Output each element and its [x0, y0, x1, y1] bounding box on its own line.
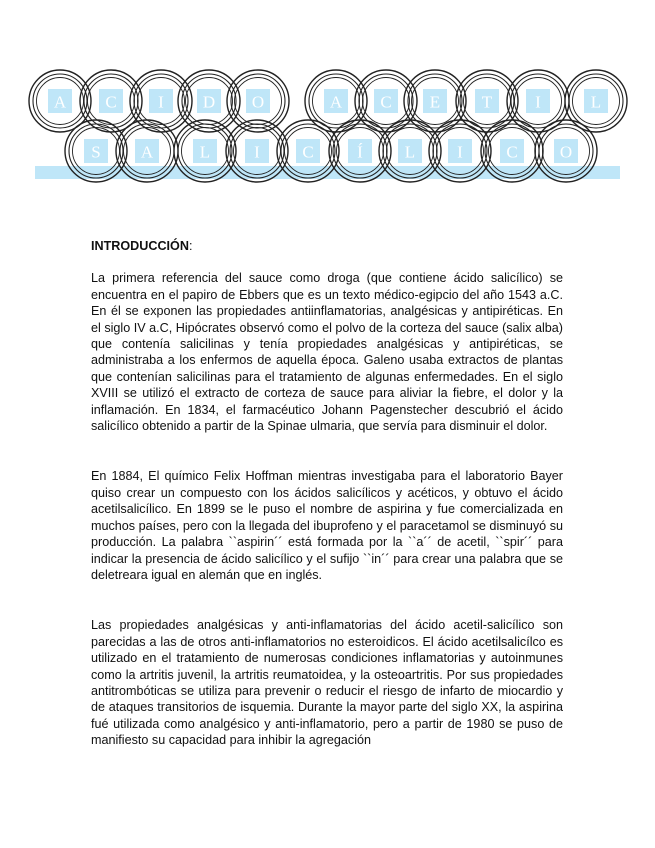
title-letter-bubble: [507, 70, 569, 132]
title-row-1: [29, 70, 627, 132]
section-heading: [91, 238, 563, 254]
bubble-letter: C: [506, 142, 518, 162]
bubble-letter: D: [202, 92, 216, 112]
bubble-letter: I: [457, 142, 463, 162]
bubble-letter: A: [329, 92, 343, 112]
bubble-letter: L: [404, 142, 416, 162]
bubble-letter: O: [251, 92, 265, 112]
bubble-letter: L: [590, 92, 602, 112]
title-letter-bubble: [565, 70, 627, 132]
bubble-letter: I: [535, 92, 541, 112]
paragraph-1: La primera referencia del sauce como droga (que contiene ácido salicílico) se encuentra en el papiro de Ebbers que es un texto médico-egipcio del año 1543 a.C. En él se exponen las propiedades antiinflamatorias, analgésicas y antipiréticas. En el siglo IV a.C, Hipócrates observó como el polvo de la corteza del sauce (salix alba) que contenía salicilinas y tenía propiedades analgésicas y antipiréticas, se administraba a los enfermos de aquella época. Galeno usaba extractos de plantas que contenían salicilinas para el tratamiento de algunas enfermedades. En el siglo XVIII se utilizó el extracto de corteza de sauce para aliviar la fiebre, el dolor y la inflamación. En 1834, el farmacéutico Johann Pagenstecher descubrió el ácido salicílico obtenido a partir de la Spinae ulmaria, que servía para disminuir el dolor.: [91, 271, 563, 434]
heading-colon: :: [188, 239, 193, 253]
bubble-letter: I: [254, 142, 260, 162]
bubble-letter: T: [481, 92, 493, 112]
bubble-letter: C: [380, 92, 392, 112]
paragraph-2: En 1884, El químico Felix Hoffman mientras investigaba para el laboratorio Bayer quiso crear un compuesto con los ácidos salicílicos y acéticos, y obtuvo el ácido acetilsalicílico. En 1899 se le puso el nombre de aspirina y fue comercializada en muchos países, pero con la llegada del ibuprofeno y el paracetamol se disminuyó su producción. La palabra ``aspirin´´ está formada por la ``a´´ de acetil, ``spir´´ para indicar la presencia de ácido salicílico y el sufijo ``in´´ para crear una palabra que se deletreara igual en alemán que en inglés.: [91, 469, 563, 582]
bubble-letter: L: [199, 142, 211, 162]
bubble-letter: C: [105, 92, 117, 112]
document-body: [91, 238, 563, 749]
heading-text: INTRODUCCIÓN: [91, 239, 189, 253]
bubble-letter: A: [53, 92, 67, 112]
paragraph-3: Las propiedades analgésicas y anti-inflamatorias del ácido acetil-salicílico son parecidas a las de otros anti-inflamatorios no esteroidicos. El ácido acetilsalicílco es utilizado en el tratamiento de numerosas condiciones inflamatorias y autoinmunes como la artritis juvenil, la artritis reumatoidea, y la osteoartritis. Por sus propiedades antitrombóticas se utiliza para prevenir o reducir el riesgo de infarto de miocardio y de ataques transitorios de isquemia. Durante la mayor parte del siglo XX, la aspirina fué utilizada como analgésico y anti-inflamatorio, pero a partir de 1980 se puso de manifiesto su capacidad para inhibir la agregación: [91, 618, 563, 748]
bubble-letter: C: [302, 142, 314, 162]
paragraph-gap: [91, 583, 563, 617]
paragraph-gap: [91, 434, 563, 468]
title-letter-bubble: [80, 70, 142, 132]
bubble-letter: E: [429, 92, 441, 112]
title-letter-bubble: [456, 70, 518, 132]
bubble-letter: O: [559, 142, 573, 162]
title-banner: [0, 0, 655, 190]
bubble-letter: I: [158, 92, 164, 112]
title-letter-bubble: [29, 70, 91, 132]
bubble-letter: A: [140, 142, 154, 162]
bubble-letter: S: [91, 142, 101, 162]
title-letter-bubble: [305, 70, 367, 132]
bubble-letter: Í: [357, 142, 363, 162]
